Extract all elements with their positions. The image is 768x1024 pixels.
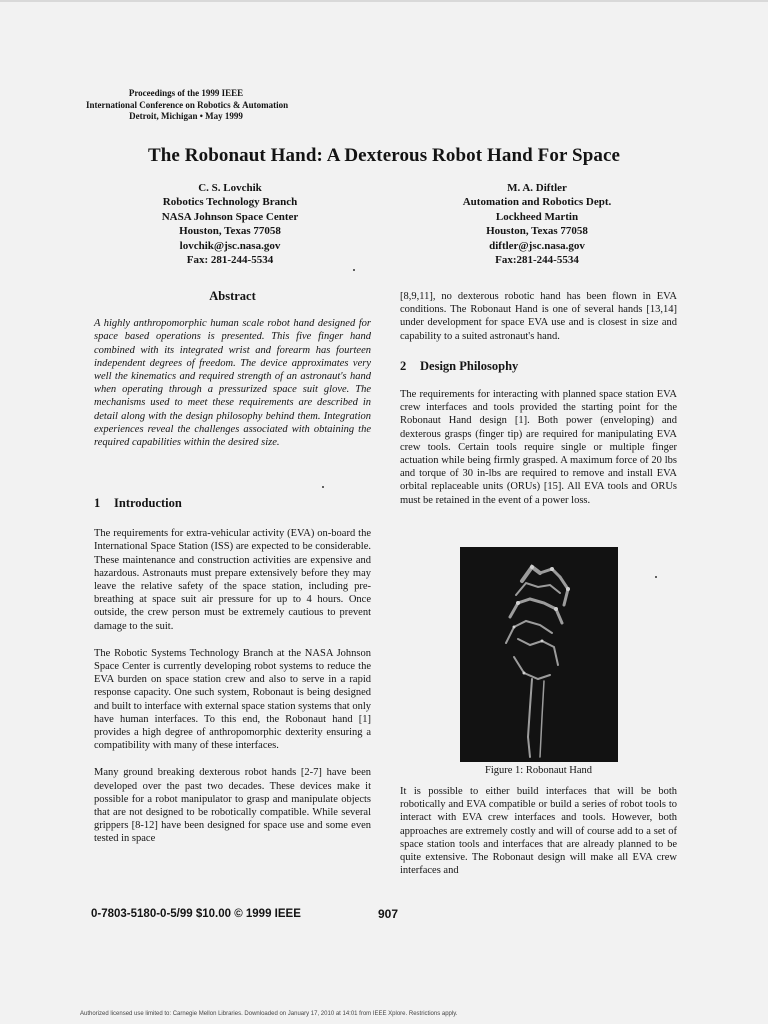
page-top-border — [0, 0, 768, 2]
author-email: diftler@jsc.nasa.gov — [489, 239, 585, 252]
right-column-top — [400, 290, 677, 507]
abstract-text: A highly anthropomorphic human scale robot hand designed for space based operations is presented. This five finger hand combined with its integrated wrist and forearm has fourteen independent degrees of freedom. The device approximates very well the kinematics and required strength of an astronaut's hand when operating through a pressurized space suit glove. The mechanisms used to meet these requirements are described in detail along with the design philosophy behind them. Integration experiences reveal the challenges associated with obtaining the required capabilities within the desired size. — [94, 318, 371, 449]
license-notice: Authorized licensed use limited to: Carnegie Mellon Libraries. Downloaded on January 17, 2010 at 14:01 from IEEE Xplore. Restrictions apply. — [80, 1011, 458, 1017]
abstract-section — [94, 290, 371, 449]
section-heading — [94, 497, 371, 510]
scan-speck — [353, 269, 355, 271]
section-title: Design Philosophy — [420, 358, 519, 373]
author-department: Robotics Technology Branch — [162, 196, 298, 209]
author-block-right — [417, 181, 657, 267]
section-title: Introduction — [114, 496, 182, 510]
paragraph: The requirements for extra-vehicular activity (EVA) on-board the International Space Station (ISS) are expected to be considerable. These maintenance and construction activities are expensive and hazardous. Astronauts must prepare extensively before they may leave the relative safety of the space station, including pre-breathing at space suit air pressure for up to 4 hours. Once outside, the crew person must be extremely cautious to prevent damage to the suit. — [94, 528, 371, 632]
author-fax: Fax:281-244-5534 — [495, 254, 579, 267]
robot-hand-illustration — [460, 547, 618, 762]
paragraph: It is possible to either build interfaces that will be both robotically and EVA compatible or build a series of robot tools to interact with EVA crew interfaces and tools. However, both approaches are extremely costly and will of course add to a set of space station tools and interfaces that are already planned to be quite extensive. The Robonaut design will make all EVA crew interfaces and — [400, 786, 677, 877]
section-number: 1 — [94, 496, 101, 510]
author-email: lovchik@jsc.nasa.gov — [179, 239, 281, 252]
proceedings-line: Proceedings of the 1999 IEEE — [128, 88, 244, 98]
abstract-heading: Abstract — [209, 289, 256, 303]
scan-speck — [322, 486, 324, 488]
author-organization: NASA Johnson Space Center — [161, 210, 299, 223]
proceedings-line: Detroit, Michigan • May 1999 — [129, 111, 243, 121]
page-number: 907 — [378, 907, 399, 921]
robonaut-hand-photo — [460, 547, 618, 762]
proceedings-line: International Conference on Robotics & Automation — [86, 99, 289, 110]
author-address: Houston, Texas 77058 — [179, 225, 281, 238]
paper-title: The Robonaut Hand: A Dexterous Robot Hand For Space — [147, 145, 621, 166]
author-fax: Fax: 281-244-5534 — [186, 254, 274, 267]
paragraph: The Robotic Systems Technology Branch at the NASA Johnson Space Center is currently developing robot systems to reduce the EVA burden on space station crew and also to serve in a rapid response capacity. One such system, Robonaut is being designed and built to interface with external space station systems that only have human interfaces. To this end, the Robonaut hand [1] provides a high degree of anthropomorphic dexterity ensuring a compatibility with many of these interfaces. — [94, 647, 372, 752]
figure-caption: Figure 1: Robonaut Hand — [484, 765, 593, 776]
author-block-left — [110, 181, 350, 267]
author-address: Houston, Texas 77058 — [486, 225, 588, 238]
author-name: M. A. Diftler — [507, 182, 567, 194]
paragraph: [8,9,11], no dexterous robotic hand has been flown in EVA conditions. The Robonaut Hand is one of several hands [13,14] under development for space EVA use and is closest in size and capability to a suited astronaut's hand. — [400, 291, 677, 342]
author-department: Automation and Robotics Dept. — [462, 196, 612, 209]
author-name: C. S. Lovchik — [198, 182, 262, 194]
paragraph: Many ground breaking dexterous robot hands [2-7] have been developed over the past two decades. These devices make it possible for a robot manipulator to grasp and manipulate objects that are not designed to be robotically compatible. While several grippers [8-12] have been designed for space use and some even tested in space — [94, 767, 371, 845]
copyright-line: 0-7803-5180-0-5/99 $10.00 © 1999 IEEE — [91, 908, 301, 920]
scan-speck — [655, 576, 657, 578]
proceedings-header — [86, 88, 289, 123]
author-organization: Lockheed Martin — [495, 210, 579, 223]
section-number: 2 — [400, 358, 407, 373]
right-column-bottom — [400, 785, 677, 877]
introduction-section — [94, 497, 371, 846]
paragraph: The requirements for interacting with planned space station EVA crew interfaces and tools provided the starting point for the Robonaut Hand design [1]. Both power (enveloping) and dexterous grasps (finger tip) are required for manipulating EVA crew tools. Certain tools require single or multiple finger actuation while being firmly grasped. A maximum force of 20 lbs and torque of 30 in-lbs are required to remove and install EVA orbital replaceable units (ORUs) [15]. All EVA tools and ORUs must be retained in the event of a power loss. — [400, 389, 677, 506]
section-heading — [400, 360, 677, 373]
